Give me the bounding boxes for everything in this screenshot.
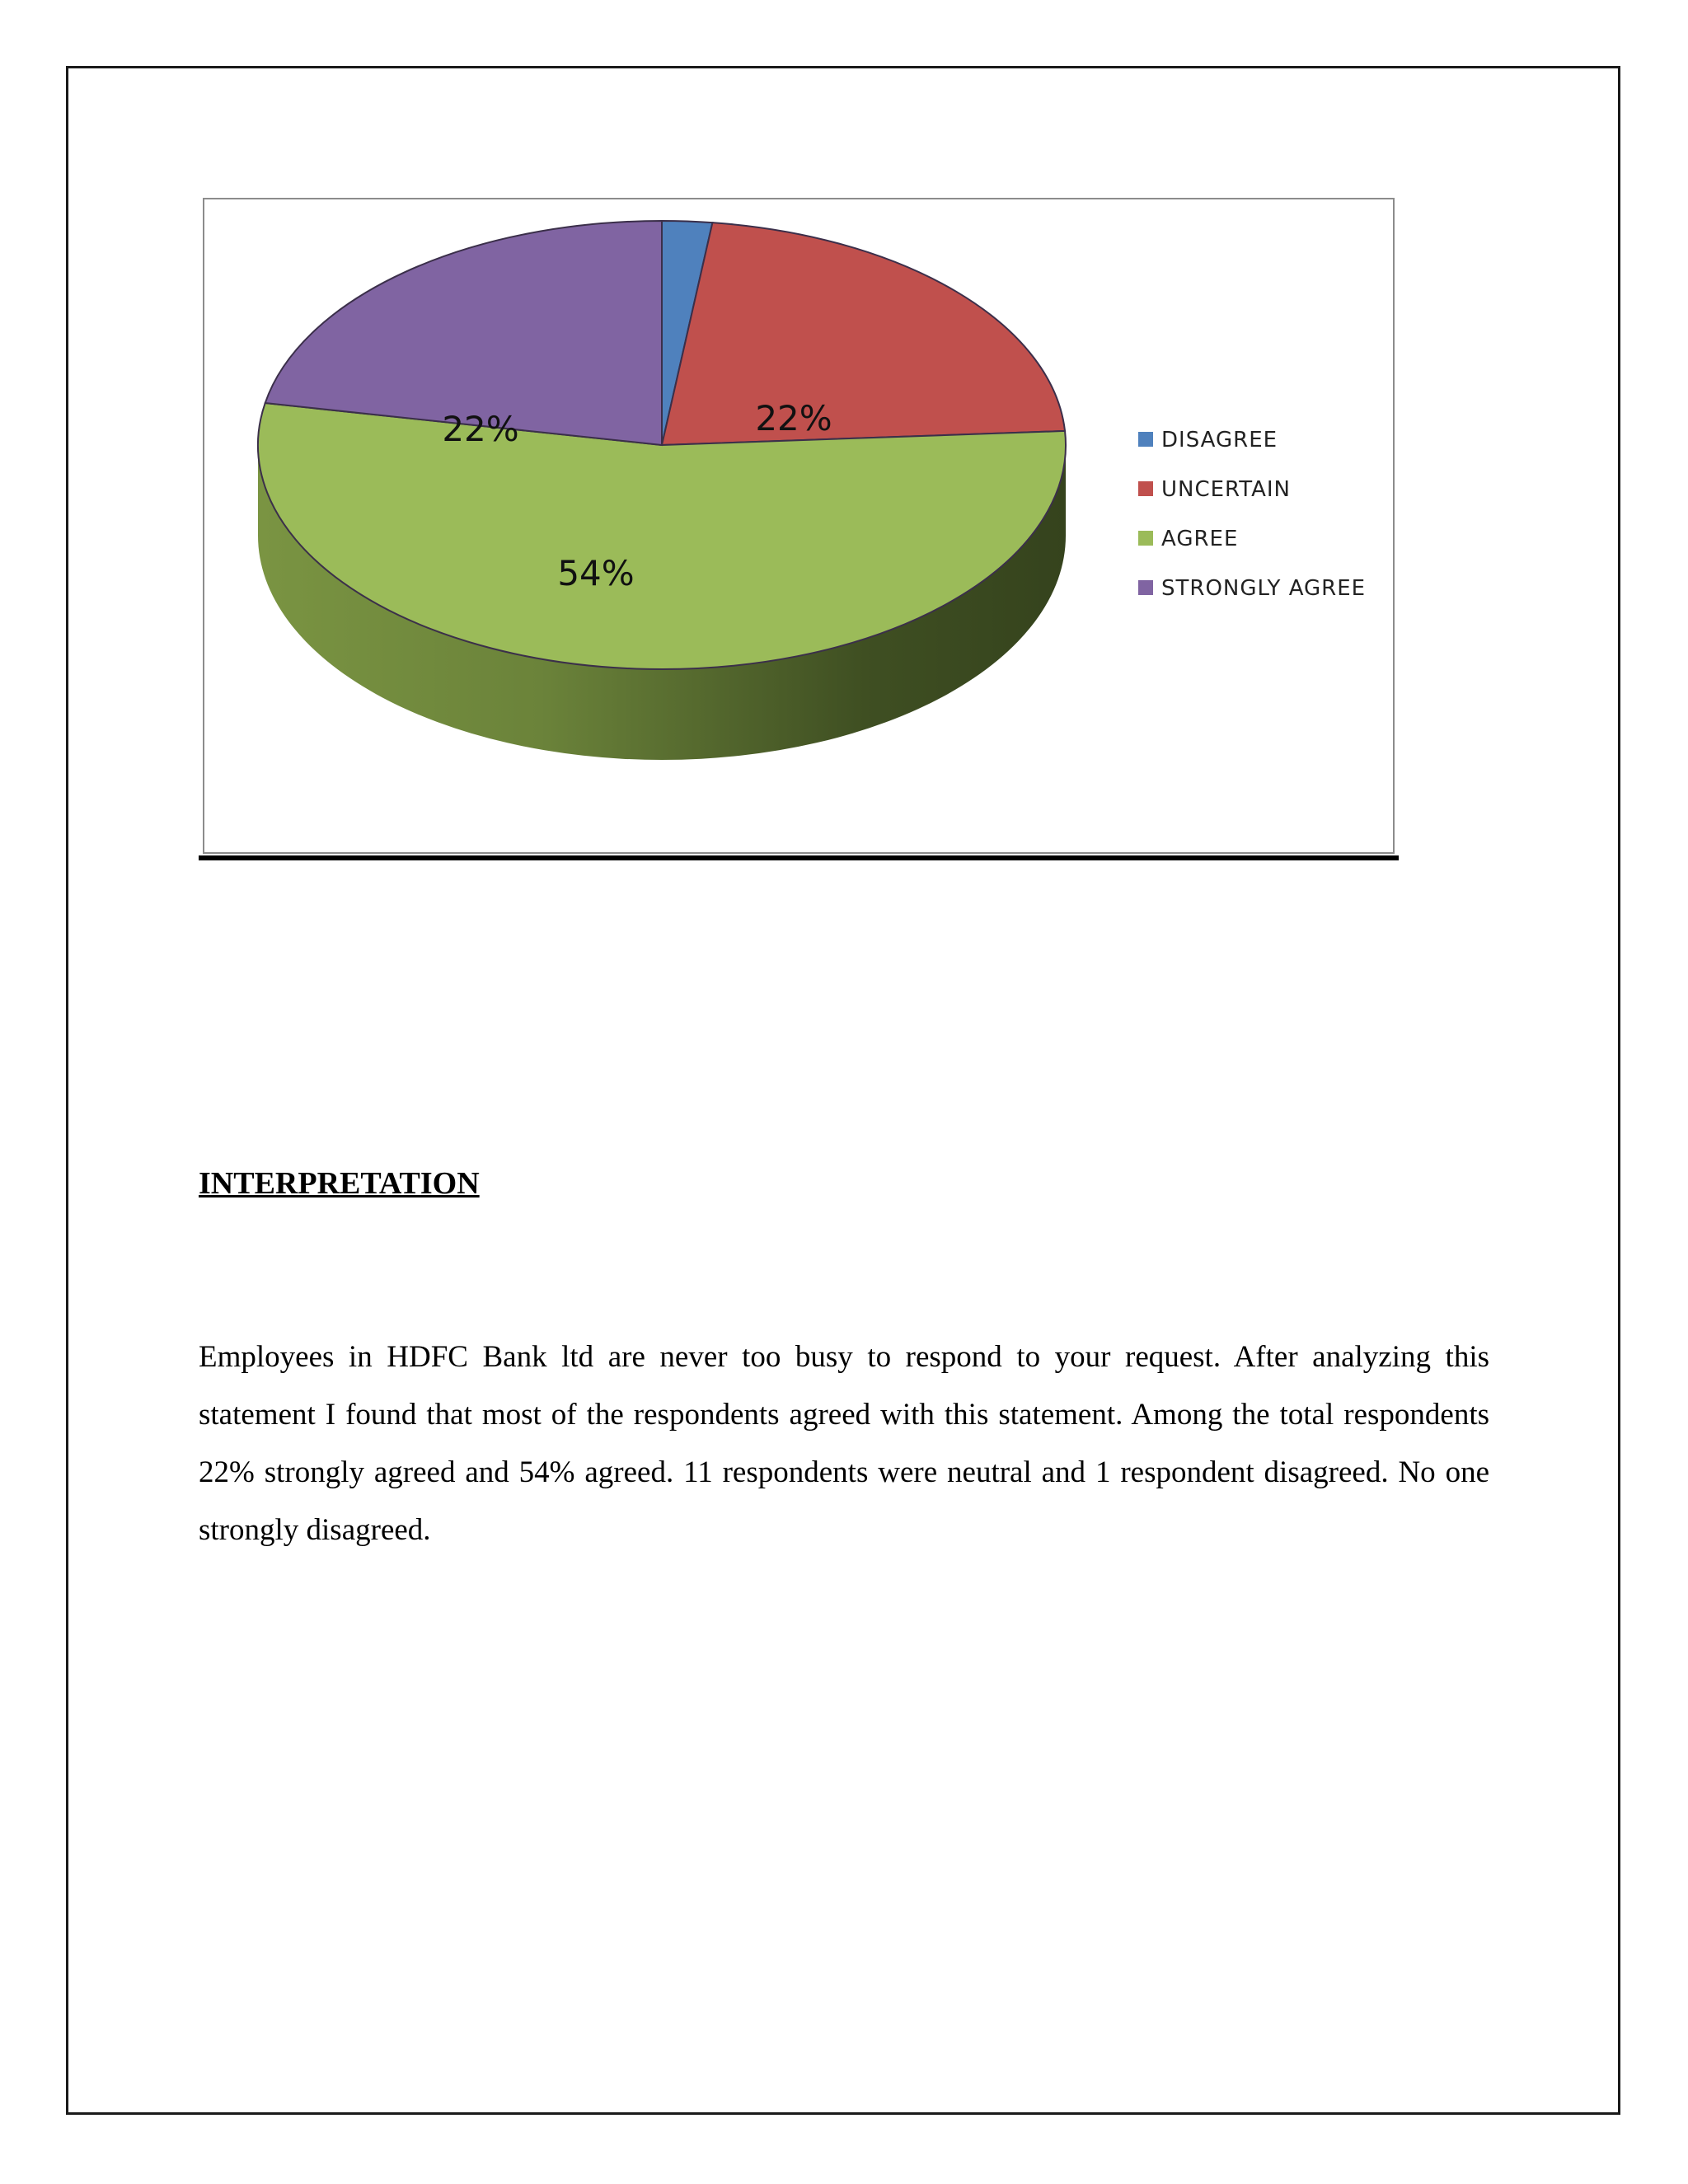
legend-label-agree: AGREE: [1161, 527, 1239, 551]
legend-label-uncertain: UNCERTAIN: [1161, 477, 1292, 502]
chart-frame: [203, 198, 1395, 854]
data-label-strongly-agree: 22%: [442, 409, 519, 449]
pie-chart: [204, 199, 1396, 855]
legend-swatch-disagree: [1138, 432, 1153, 447]
interpretation-heading: INTERPRETATION: [199, 1166, 480, 1201]
data-label-uncertain: 22%: [755, 398, 832, 438]
legend-swatch-strongly-agree: [1138, 580, 1153, 595]
legend-label-disagree: DISAGREE: [1161, 428, 1278, 452]
chart-underline: [199, 855, 1399, 860]
legend-swatch-uncertain: [1138, 481, 1153, 496]
legend-label-strongly-agree: STRONGLY AGREE: [1161, 576, 1367, 601]
pie-slice-uncertain: [662, 223, 1065, 445]
legend-swatch-agree: [1138, 531, 1153, 546]
interpretation-paragraph: Employees in HDFC Bank ltd are never too busy to respond to your request. After analyzing this statement I found that most of the respondents agreed with this statement. Among the total respondents 22% strongly agreed and 54% agreed. 11 respondents were neutral and 1 respondent disagreed. No one strongly disagreed.: [199, 1340, 1489, 1547]
data-label-agree: 54%: [557, 553, 635, 593]
